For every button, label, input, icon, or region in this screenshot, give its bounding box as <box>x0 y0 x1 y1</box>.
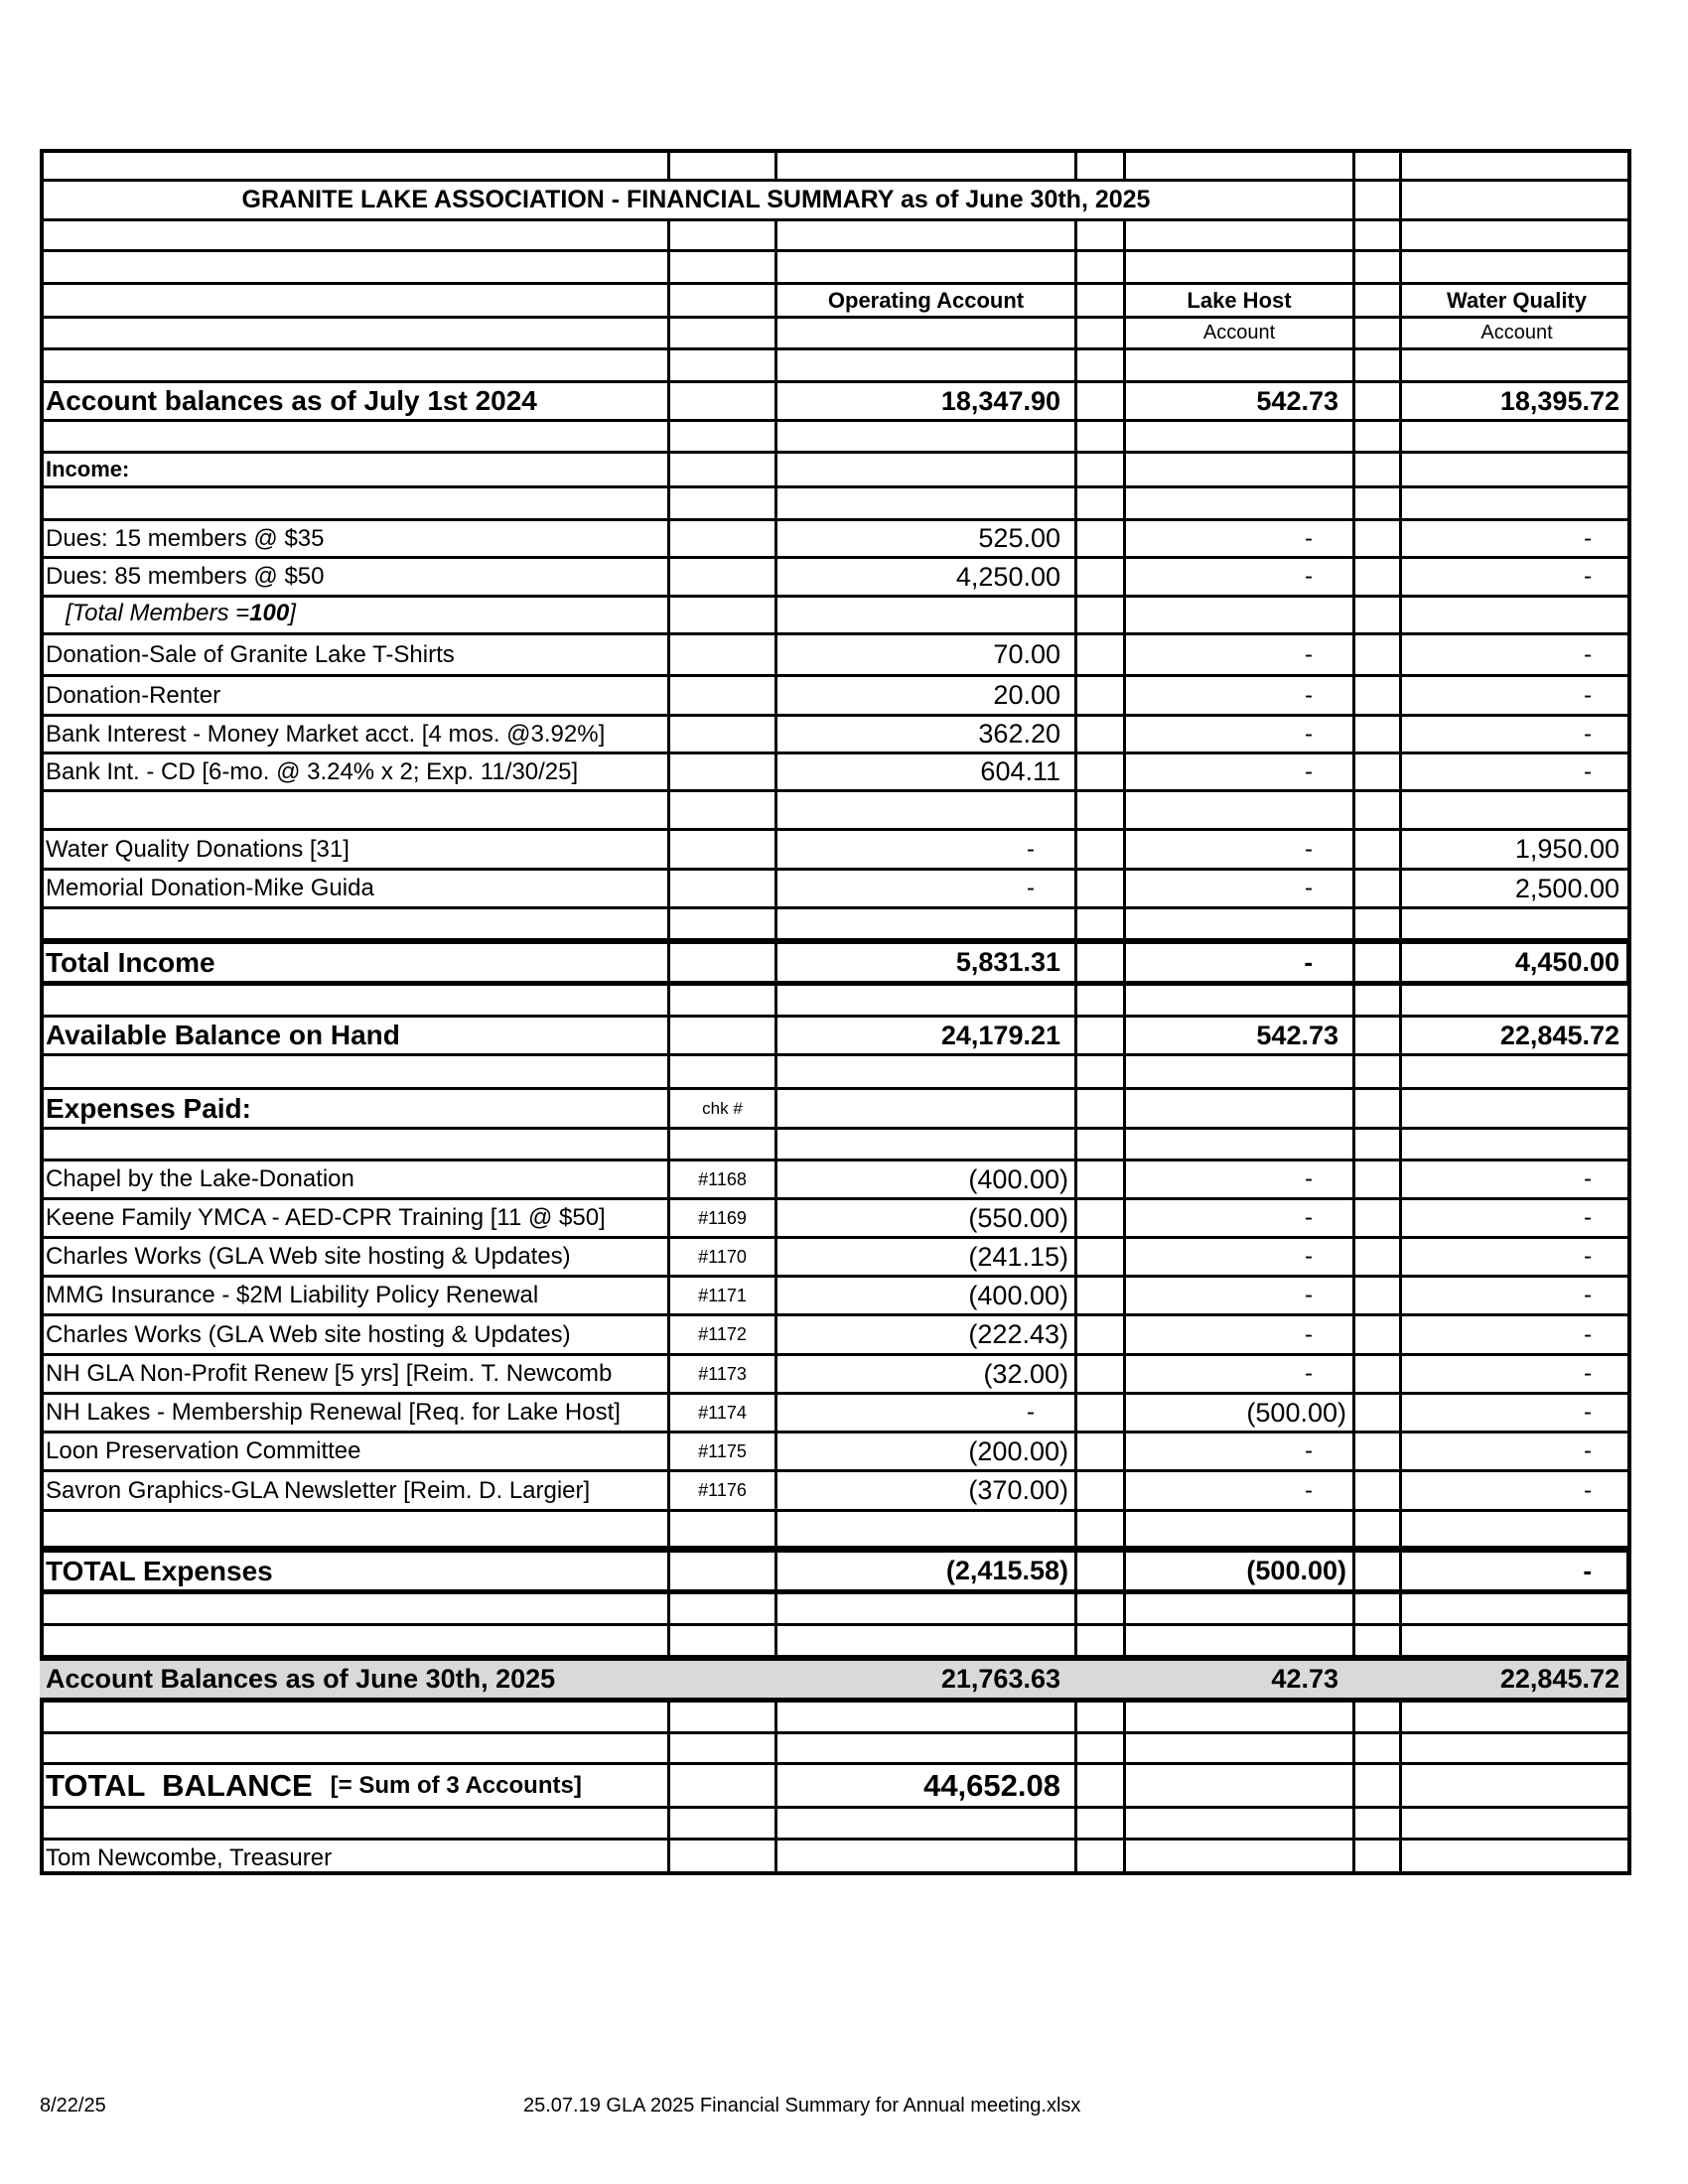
total-balance-note: [= Sum of 3 Accounts] <box>330 1771 582 1799</box>
income-water-quality: - <box>1399 521 1631 556</box>
available-balance-label: Available Balance on Hand <box>46 1020 400 1050</box>
opening-balance-label: Account balances as of July 1st 2024 <box>46 385 537 416</box>
footer-date: 8/22/25 <box>40 2095 106 2116</box>
closing-operating: 21,763.63 <box>940 1664 1060 1694</box>
total-members-note <box>40 598 667 632</box>
income-label: Donation-Sale of Granite Lake T-Shirts <box>46 640 455 668</box>
total-members-prefix: [Total Members = <box>66 600 250 626</box>
expense-row <box>40 1278 1631 1316</box>
total-members-row <box>40 598 1631 635</box>
closing-water-quality: 22,845.72 <box>1499 1664 1619 1694</box>
expense-operating: (370.00) <box>774 1472 1074 1509</box>
expense-row <box>40 1161 1631 1200</box>
expense-chk: #1168 <box>667 1161 774 1197</box>
table-row-blank <box>40 488 1631 521</box>
income-row <box>40 635 1631 677</box>
table-row-blank <box>40 221 1631 252</box>
income-row <box>40 831 1631 871</box>
title-row <box>40 182 1631 221</box>
opening-lake-host: 542.73 <box>1123 383 1352 419</box>
expense-lake-host: - <box>1123 1239 1352 1275</box>
total-members-suffix: ] <box>289 600 296 626</box>
expense-label: Chapel by the Lake-Donation <box>46 1165 354 1192</box>
total-income-row <box>40 939 1631 986</box>
total-income-lake-host: - <box>1123 944 1352 981</box>
expense-label: Savron Graphics-GLA Newsletter [Reim. D. Largier] <box>46 1476 591 1504</box>
income-label: Bank Int. - CD [6-mo. @ 3.24% x 2; Exp. 11/30/25] <box>46 757 579 785</box>
table-row-blank <box>40 1130 1631 1161</box>
treasurer-signature: Tom Newcombe, Treasurer <box>46 1843 333 1871</box>
expense-lake-host: - <box>1123 1161 1352 1197</box>
income-water-quality: 1,950.00 <box>1399 831 1631 868</box>
column-subheader-water-quality: Account <box>1399 319 1631 347</box>
expense-row <box>40 1200 1631 1239</box>
table-row-blank <box>40 1594 1631 1626</box>
total-income-operating: 5,831.31 <box>774 944 1074 981</box>
expense-operating: (200.00) <box>774 1433 1074 1469</box>
table-row-blank <box>40 149 1631 182</box>
total-members-count: 100 <box>249 600 290 626</box>
total-expenses-water-quality: - <box>1399 1553 1631 1589</box>
expenses-heading-row <box>40 1090 1631 1130</box>
expense-operating: (400.00) <box>774 1161 1074 1197</box>
table-row-blank <box>40 422 1631 454</box>
column-header-water-quality: Water Quality <box>1399 285 1631 316</box>
income-lake-host: - <box>1123 831 1352 868</box>
table-row-blank <box>40 1512 1631 1549</box>
income-lake-host: - <box>1123 717 1352 751</box>
opening-operating: 18,347.90 <box>774 383 1074 419</box>
expense-operating: (32.00) <box>774 1356 1074 1392</box>
opening-water-quality: 18,395.72 <box>1399 383 1631 419</box>
expense-chk: #1170 <box>667 1239 774 1275</box>
expense-operating: (550.00) <box>774 1200 1074 1236</box>
table-row-blank <box>40 986 1631 1018</box>
table-row-blank <box>40 792 1631 831</box>
total-expenses-row <box>40 1548 1631 1594</box>
expense-water-quality: - <box>1399 1472 1631 1509</box>
income-label: Water Quality Donations [31] <box>46 835 350 863</box>
table-row-blank <box>40 1056 1631 1090</box>
expense-row <box>40 1472 1631 1512</box>
income-label: Dues: 85 members @ $50 <box>46 563 325 590</box>
table-row-blank <box>40 350 1631 383</box>
total-income-water-quality: 4,450.00 <box>1399 944 1631 981</box>
income-water-quality: - <box>1399 677 1631 714</box>
expense-water-quality: - <box>1399 1239 1631 1275</box>
available-water-quality: 22,845.72 <box>1399 1018 1631 1053</box>
income-operating: 604.11 <box>774 754 1074 789</box>
total-balance-value: 44,652.08 <box>774 1765 1074 1806</box>
expense-water-quality: - <box>1399 1161 1631 1197</box>
expense-chk: #1173 <box>667 1356 774 1392</box>
total-income-label: Total Income <box>46 946 215 978</box>
expense-chk: #1176 <box>667 1472 774 1509</box>
total-balance-title: TOTAL BALANCE <box>46 1767 313 1803</box>
expense-water-quality: - <box>1399 1278 1631 1313</box>
expense-lake-host: - <box>1123 1433 1352 1469</box>
expense-row <box>40 1433 1631 1472</box>
income-heading: Income: <box>46 457 130 481</box>
expense-row <box>40 1239 1631 1278</box>
expense-row <box>40 1356 1631 1395</box>
expense-label: NH GLA Non-Profit Renew [5 yrs] [Reim. T. Newcomb <box>46 1360 613 1387</box>
income-lake-host: - <box>1123 677 1352 714</box>
expense-chk: #1174 <box>667 1395 774 1431</box>
income-label: Memorial Donation-Mike Guida <box>46 875 374 901</box>
expense-lake-host: - <box>1123 1278 1352 1313</box>
column-header-operating: Operating Account <box>774 285 1074 316</box>
income-lake-host: - <box>1123 559 1352 595</box>
table-row-blank <box>40 1703 1631 1734</box>
income-label: Dues: 15 members @ $35 <box>46 524 325 552</box>
income-water-quality: - <box>1399 754 1631 789</box>
income-operating: 70.00 <box>774 635 1074 674</box>
income-row <box>40 717 1631 754</box>
expense-operating: (222.43) <box>774 1316 1074 1353</box>
expense-chk: #1175 <box>667 1433 774 1469</box>
expense-row <box>40 1395 1631 1433</box>
expense-label: MMG Insurance - $2M Liability Policy Renewal <box>46 1282 539 1308</box>
expense-water-quality: - <box>1399 1356 1631 1392</box>
expense-label: Loon Preservation Committee <box>46 1437 361 1464</box>
income-water-quality: - <box>1399 559 1631 595</box>
income-water-quality: - <box>1399 635 1631 674</box>
available-operating: 24,179.21 <box>774 1018 1074 1053</box>
income-water-quality: - <box>1399 717 1631 751</box>
income-row <box>40 677 1631 717</box>
expense-row <box>40 1316 1631 1356</box>
chk-number-header: chk # <box>667 1090 774 1127</box>
available-balance-row <box>40 1018 1631 1056</box>
closing-lake-host: 42.73 <box>1271 1664 1338 1694</box>
signature-row <box>40 1841 1631 1875</box>
opening-balance-row <box>40 383 1631 422</box>
page-title: GRANITE LAKE ASSOCIATION - FINANCIAL SUMMARY as of June 30th, 2025 <box>241 186 1151 213</box>
expense-lake-host: - <box>1123 1472 1352 1509</box>
income-lake-host: - <box>1123 521 1352 556</box>
expense-water-quality: - <box>1399 1395 1631 1431</box>
expense-chk: #1172 <box>667 1316 774 1353</box>
column-header-row <box>40 285 1631 319</box>
income-row <box>40 871 1631 909</box>
expense-operating: (241.15) <box>774 1239 1074 1275</box>
expense-operating: - <box>774 1395 1074 1431</box>
table-row-blank <box>40 1809 1631 1841</box>
expense-water-quality: - <box>1399 1316 1631 1353</box>
total-balance-row <box>40 1765 1631 1809</box>
column-subheader-lake-host: Account <box>1123 319 1352 347</box>
column-header-row-2 <box>40 319 1631 350</box>
total-expenses-operating: (2,415.58) <box>774 1553 1074 1589</box>
income-heading-row <box>40 454 1631 488</box>
income-lake-host: - <box>1123 871 1352 906</box>
expense-label: NH Lakes - Membership Renewal [Req. for Lake Host] <box>46 1399 621 1426</box>
total-expenses-label: TOTAL Expenses <box>46 1555 273 1586</box>
table-row-blank <box>40 1626 1631 1658</box>
expense-lake-host: - <box>1123 1316 1352 1353</box>
expense-lake-host: - <box>1123 1356 1352 1392</box>
expense-lake-host: - <box>1123 1200 1352 1236</box>
expense-label: Charles Works (GLA Web site hosting & Updates) <box>46 1320 571 1348</box>
income-operating: 362.20 <box>774 717 1074 751</box>
expense-water-quality: - <box>1399 1200 1631 1236</box>
column-header-lake-host: Lake Host <box>1123 285 1352 316</box>
income-water-quality: 2,500.00 <box>1399 871 1631 906</box>
expense-chk: #1169 <box>667 1200 774 1236</box>
income-lake-host: - <box>1123 635 1352 674</box>
income-row <box>40 754 1631 792</box>
expense-chk: #1171 <box>667 1278 774 1313</box>
expense-label: Keene Family YMCA - AED-CPR Training [11 @ $50] <box>46 1204 606 1231</box>
total-balance-label <box>40 1765 667 1806</box>
income-lake-host: - <box>1123 754 1352 789</box>
footer-filename: 25.07.19 GLA 2025 Financial Summary for Annual meeting.xlsx <box>523 2095 1081 2116</box>
closing-balance-label: Account Balances as of June 30th, 2025 <box>46 1664 556 1694</box>
income-operating: - <box>774 871 1074 906</box>
table-row-blank <box>40 252 1631 285</box>
income-operating: 525.00 <box>774 521 1074 556</box>
expense-lake-host: (500.00) <box>1123 1395 1352 1431</box>
income-operating: 20.00 <box>774 677 1074 714</box>
expense-water-quality: - <box>1399 1433 1631 1469</box>
expense-operating: (400.00) <box>774 1278 1074 1313</box>
income-label: Donation-Renter <box>46 681 221 709</box>
available-lake-host: 542.73 <box>1123 1018 1352 1053</box>
total-expenses-lake-host: (500.00) <box>1123 1553 1352 1589</box>
expenses-heading: Expenses Paid: <box>46 1092 251 1124</box>
expense-label: Charles Works (GLA Web site hosting & Updates) <box>46 1243 571 1270</box>
income-row <box>40 521 1631 559</box>
income-row <box>40 559 1631 598</box>
closing-balance-row <box>40 1656 1631 1703</box>
income-operating: 4,250.00 <box>774 559 1074 595</box>
income-label: Bank Interest - Money Market acct. [4 mos. @3.92%] <box>46 720 606 748</box>
table-row-blank <box>40 1734 1631 1765</box>
table-row-blank <box>40 909 1631 941</box>
income-operating: - <box>774 831 1074 868</box>
